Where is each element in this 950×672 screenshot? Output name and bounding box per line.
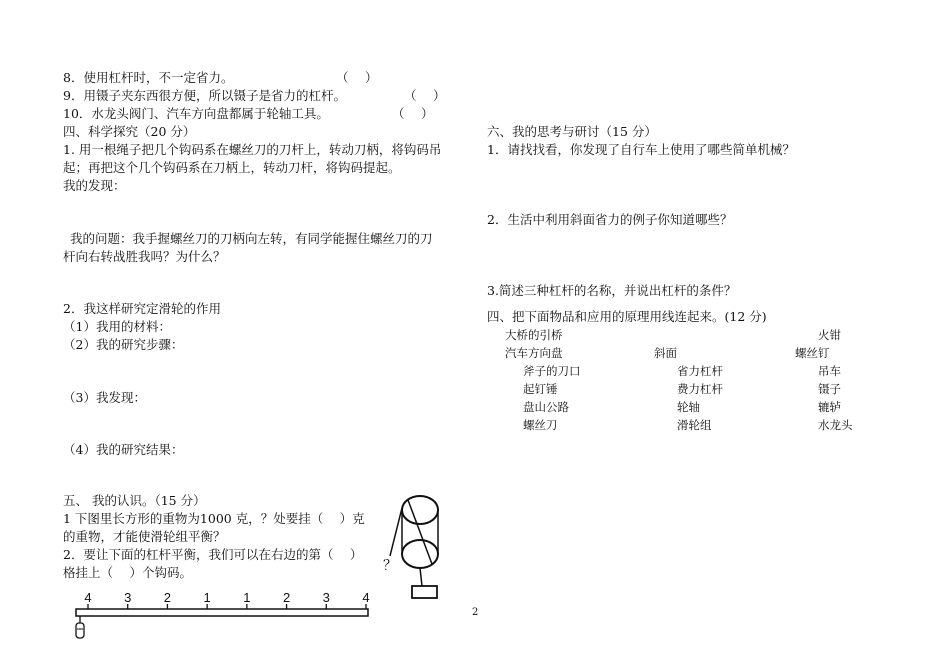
my-finding-label: 我的发现： <box>63 178 126 193</box>
section-title-inquiry: 四、科学探究（20 分） <box>63 124 196 139</box>
answer-paren-q8[interactable]: （ ） <box>336 70 378 85</box>
understanding-q2-line1: 2．要让下面的杠杆平衡，我们可以在右边的第（ ） <box>63 547 363 562</box>
understanding-q1-line1: 1 下图里长方形的重物为1000 克，？处要挂（ ）克 <box>63 511 365 526</box>
lever-tick-label: 2 <box>163 590 172 605</box>
judge-q10: 10．水龙头阀门、汽车方向盘都属于轮轴工具。 <box>63 106 329 121</box>
match-item-right[interactable]: 水龙头 <box>818 418 853 432</box>
lever-tick-label: 4 <box>84 590 92 605</box>
judge-q9: 9．用镊子夹东西很方便，所以镊子是省力的杠杆。 <box>63 88 346 103</box>
pulley-study-title: 2．我这样研究定滑轮的作用 <box>63 301 221 316</box>
lever-tick-label: 4 <box>362 590 370 605</box>
pulley-steps-label: （2）我的研究步骤： <box>63 337 184 352</box>
match-item-left[interactable]: 汽车方向盘 <box>505 346 563 360</box>
pulley-result-label: （4）我的研究结果： <box>63 442 184 457</box>
match-item-left[interactable]: 盘山公路 <box>523 400 569 414</box>
match-principle[interactable]: 省力杠杆 <box>677 364 723 378</box>
section-title-understanding: 五、 我的认识。（15 分） <box>63 493 206 508</box>
inquiry-q1-line2: 起；再把这个几个钩码系在刀柄上，转动刀杆，将钩码提起。 <box>63 160 401 175</box>
match-item-left[interactable]: 螺丝刀 <box>523 418 558 432</box>
match-item-right[interactable]: 螺丝钉 <box>795 346 830 360</box>
section-title-reflection: 六、我的思考与研讨（15 分） <box>487 124 657 139</box>
pulley-materials-label: （1）我用的材料： <box>63 319 171 334</box>
match-principle[interactable]: 轮轴 <box>677 400 700 414</box>
page-number: 2 <box>472 607 479 618</box>
reflection-q1: 1．请找找看，你发现了自行车上使用了哪些简单机械？ <box>487 142 795 157</box>
match-item-right[interactable]: 吊车 <box>818 364 841 378</box>
lever-tick-label: 3 <box>322 590 330 605</box>
match-item-right[interactable]: 镊子 <box>818 382 841 396</box>
match-principle[interactable]: 滑轮组 <box>677 418 712 432</box>
understanding-q1-line2: 的重物，才能使滑轮组平衡？ <box>63 529 226 544</box>
answer-paren-q9[interactable]: （ ） <box>404 88 446 103</box>
unknown-weight-mark: ？ <box>383 558 397 574</box>
lever-tick-label: 1 <box>243 590 251 605</box>
upper-pulley-wheel <box>402 496 438 524</box>
weight-hook-line <box>420 568 422 586</box>
judge-q8: 8．使用杠杆时，不一定省力。 <box>63 70 234 85</box>
match-principle[interactable]: 斜面 <box>654 346 677 360</box>
lever-tick-label: 3 <box>124 590 132 605</box>
understanding-q2-line2: 格挂上（ ）个钩码。 <box>63 565 192 580</box>
match-item-left[interactable]: 起钉锤 <box>523 382 558 396</box>
lever-diagram <box>70 590 375 650</box>
rectangular-weight <box>412 586 437 598</box>
pulley-system-diagram <box>378 488 458 603</box>
pulley-rope-cross <box>408 500 432 564</box>
hook-weight <box>76 623 84 638</box>
my-question-line1: 我的问题：我手握螺丝刀的刀柄向左转，有同学能握住螺丝刀的刀 <box>70 231 433 246</box>
lever-tick-label: 1 <box>203 590 211 605</box>
pulley-rope-free-end <box>390 508 402 556</box>
match-item-right[interactable]: 火钳 <box>818 328 841 342</box>
my-question-line2: 杆向右转战胜我吗？为什么？ <box>63 249 226 264</box>
answer-paren-q10[interactable]: （ ） <box>392 106 434 121</box>
match-item-left[interactable]: 大桥的引桥 <box>505 328 563 342</box>
inquiry-q1-line1: 1. 用一根绳子把几个钩码系在螺丝刀的刀杆上，转动刀柄，将钩码吊 <box>63 142 442 157</box>
match-principle[interactable]: 费力杠杆 <box>677 382 723 396</box>
pulley-found-label: （3）我发现： <box>63 390 146 405</box>
lever-tick-label: 2 <box>282 590 291 605</box>
lever-bar <box>76 609 368 616</box>
lower-pulley-wheel <box>402 540 438 568</box>
match-item-left[interactable]: 斧子的刀口 <box>523 364 581 378</box>
reflection-q3: 3.简述三种杠杆的名称，并说出杠杆的条件？ <box>487 283 737 298</box>
match-item-right[interactable]: 辘轳 <box>818 400 841 414</box>
section-title-matching: 四、把下面物品和应用的原理用线连起来。(12 分) <box>487 309 767 324</box>
reflection-q2: 2．生活中利用斜面省力的例子你知道哪些？ <box>487 212 733 227</box>
